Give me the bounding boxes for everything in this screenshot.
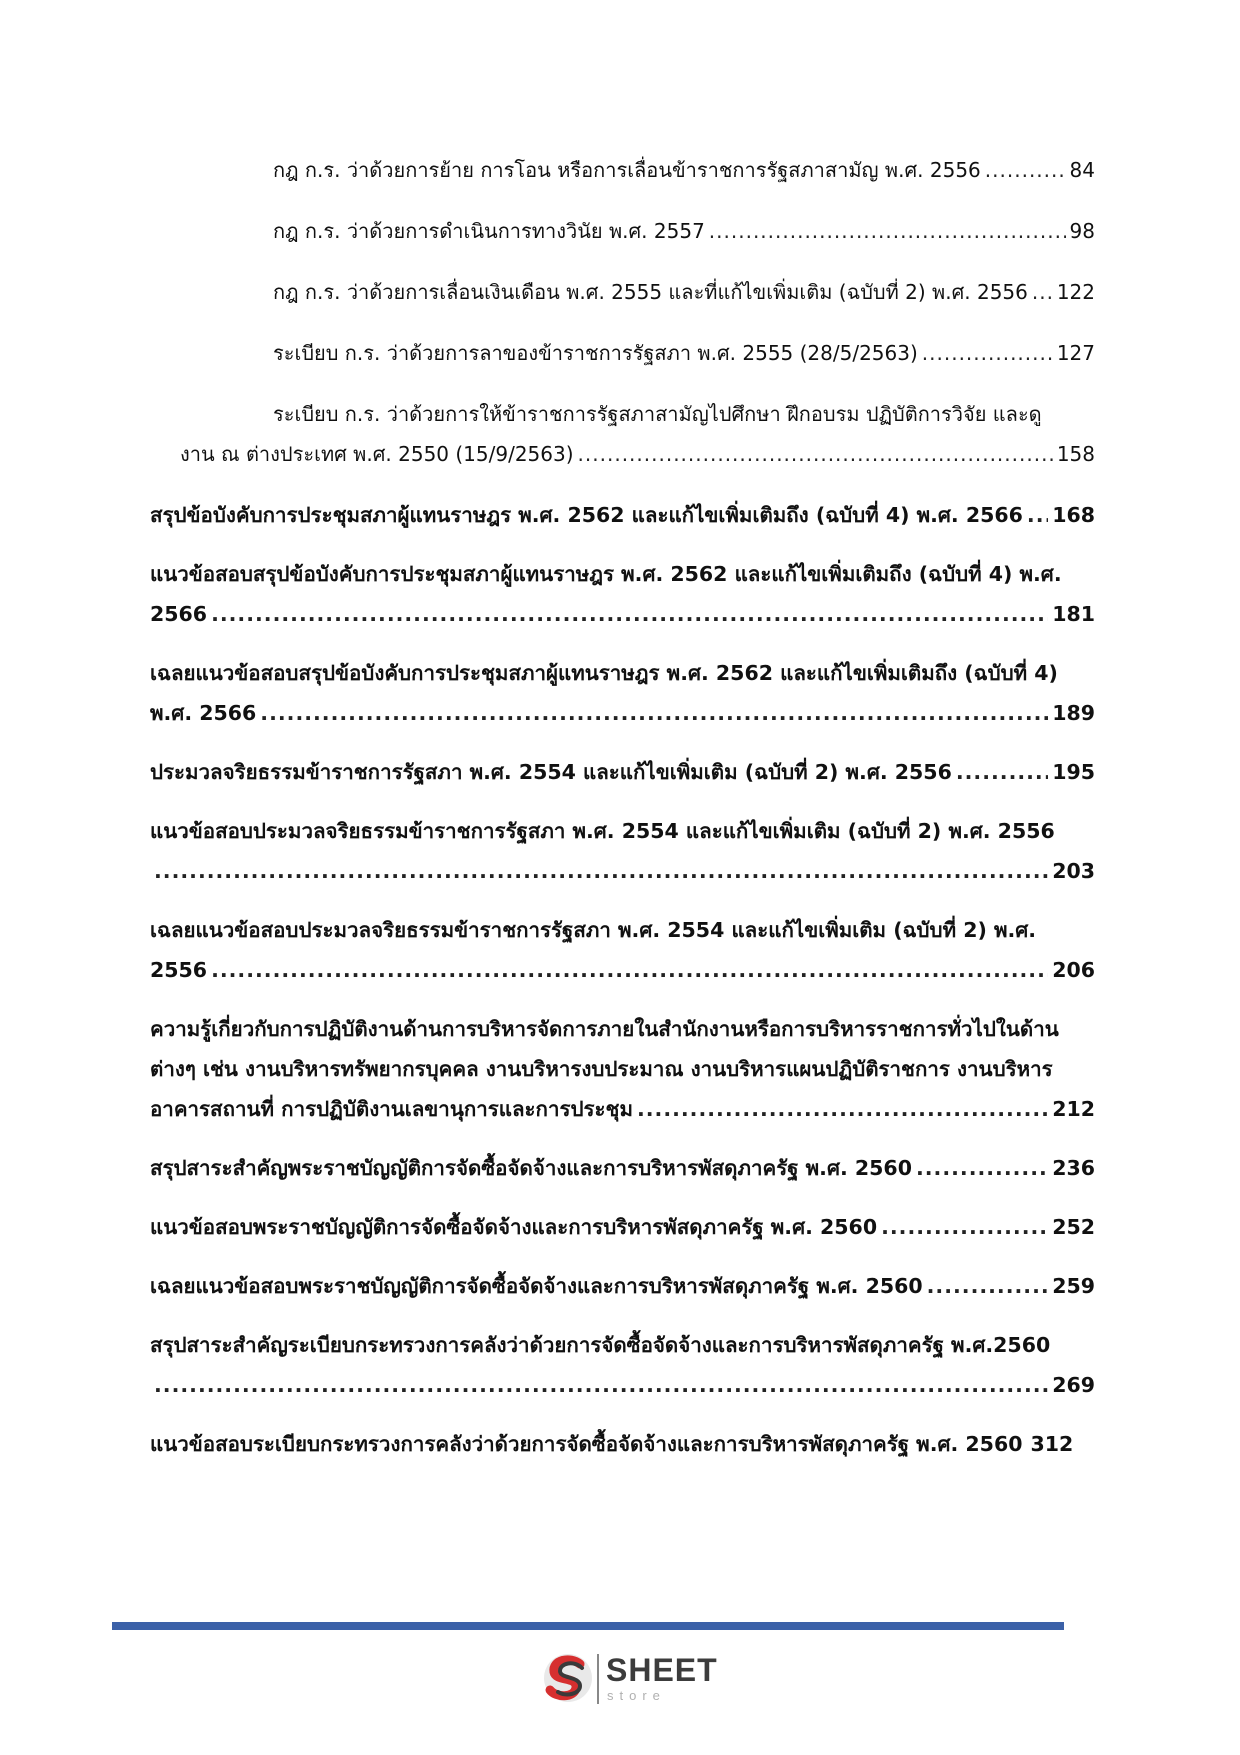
toc-entry[interactable] [150,554,1095,634]
dot-leader [211,950,1048,990]
toc-entry[interactable] [150,495,1095,535]
brand-sub: store [607,1688,666,1703]
dot-leader [1032,272,1053,312]
toc-entry[interactable] [150,752,1095,792]
dot-leader [637,1089,1048,1129]
toc-entry[interactable] [150,910,1095,990]
dot-leader [881,1207,1048,1247]
toc-entry-page: 98 [1069,219,1095,243]
dot-leader [922,333,1053,373]
toc-entry-title-line2: 2566 [150,602,208,626]
toc-entry-title-line2: งาน ณ ต่างประเทศ พ.ศ. 2550 (15/9/2563) [180,442,574,466]
toc-entry-title-line1: แนวข้อสอบประมวลจริยธรรมข้าราชการรัฐสภา พ.ศ. 2554 และแก้ไขเพิ่มเติม (ฉบับที่ 2) พ.ศ. 2556 [150,819,1055,843]
toc-entry-title: สรุปข้อบังคับการประชุมสภาผู้แทนราษฎร พ.ศ. 2562 และแก้ไขเพิ่มเติมถึง (ฉบับที่ 4) พ.ศ. 2566 [150,503,1023,527]
toc-entry-title: กฎ ก.ร. ว่าด้วยการย้าย การโอน หรือการเลื่อนข้าราชการรัฐสภาสามัญ พ.ศ. 2556 [273,158,981,182]
toc-entry-page: 181 [1052,602,1095,626]
toc-entry[interactable] [150,150,1095,190]
dot-leader [709,211,1066,251]
toc-entry[interactable] [150,1207,1095,1247]
toc-entry-title: ประมวลจริยธรรมข้าราชการรัฐสภา พ.ศ. 2554 และแก้ไขเพิ่มเติม (ฉบับที่ 2) พ.ศ. 2556 [150,760,952,784]
toc-entry-page: 212 [1052,1097,1095,1121]
toc-entry-title: สรุปสาระสำคัญพระราชบัญญัติการจัดซื้อจัดจ้างและการบริหารพัสดุภาครัฐ พ.ศ. 2560 [150,1156,912,1180]
toc-entry-page: 206 [1052,958,1095,982]
toc-entry[interactable] [150,1266,1095,1306]
toc-entry-title-line1: สรุปสาระสำคัญระเบียบกระทรวงการคลังว่าด้วยการจัดซื้อจัดจ้างและการบริหารพัสดุภาครัฐ พ.ศ.2560 [150,1333,1051,1357]
footer-rule [112,1622,1064,1630]
toc-entry[interactable] [150,333,1095,373]
dot-leader [985,150,1066,190]
toc-entry[interactable] [150,272,1095,312]
logo-divider [597,1654,599,1704]
toc-entry-title-line3: อาคารสถานที่ การปฏิบัติงานเลขานุการและการประชุม [150,1097,633,1121]
dot-leader [927,1266,1049,1306]
toc-entry-page: 252 [1052,1215,1095,1239]
toc-entry[interactable] [150,653,1095,733]
toc-entry-title-line1: เฉลยแนวข้อสอบประมวลจริยธรรมข้าราชการรัฐสภา พ.ศ. 2554 และแก้ไขเพิ่มเติม (ฉบับที่ 2) พ.ศ. [150,918,1037,942]
toc-entry-title-line2: ต่างๆ เช่น งานบริหารทรัพยากรบุคคล งานบริหารงบประมาณ งานบริหารแผนปฏิบัติราชการ งานบริหาร [150,1057,1053,1081]
toc-entry-title: กฎ ก.ร. ว่าด้วยการเลื่อนเงินเดือน พ.ศ. 2555 และที่แก้ไขเพิ่มเติม (ฉบับที่ 2) พ.ศ. 2556 [273,280,1028,304]
toc-entry-page: 189 [1052,701,1095,725]
toc-entry-page: 269 [1052,1373,1095,1397]
toc-entry[interactable] [150,811,1095,891]
toc-entry[interactable] [150,1325,1095,1405]
toc-entry-page: 259 [1052,1274,1095,1298]
dot-leader [916,1148,1048,1188]
dot-leader [211,594,1048,634]
dot-leader [154,1365,1048,1405]
toc-entry[interactable] [150,1148,1095,1188]
toc-entry-title: แนวข้อสอบระเบียบกระทรวงการคลังว่าด้วยการจัดซื้อจัดจ้างและการบริหารพัสดุภาครัฐ พ.ศ. 2560 [150,1432,1023,1456]
toc-entry-page: 127 [1056,341,1095,365]
toc-entry[interactable] [150,211,1095,251]
dot-leader [1027,495,1048,535]
toc-entry[interactable] [150,394,1095,474]
toc-entry-page: 203 [1052,859,1095,883]
toc-entry-page: 312 [1030,1432,1074,1456]
toc-entry-page: 158 [1056,442,1095,466]
dot-leader [578,434,1053,474]
toc-entry-title: แนวข้อสอบพระราชบัญญัติการจัดซื้อจัดจ้างและการบริหารพัสดุภาครัฐ พ.ศ. 2560 [150,1215,878,1239]
toc-entry-title: เฉลยแนวข้อสอบพระราชบัญญัติการจัดซื้อจัดจ้างและการบริหารพัสดุภาครัฐ พ.ศ. 2560 [150,1274,923,1298]
toc-entry-page: 84 [1069,158,1095,182]
toc-entry-title-line1: แนวข้อสอบสรุปข้อบังคับการประชุมสภาผู้แทนราษฎร พ.ศ. 2562 และแก้ไขเพิ่มเติมถึง (ฉบับที่ 4) พ.ศ. [150,562,1062,586]
toc-entry[interactable] [150,1009,1095,1129]
toc-entry-page: 122 [1056,280,1095,304]
toc-entry-page: 195 [1052,760,1095,784]
dot-leader [956,752,1048,792]
toc-entry[interactable] [150,1424,1095,1464]
toc-entry-title-line2: พ.ศ. 2566 [150,701,257,725]
toc-entry-title-line1: ระเบียบ ก.ร. ว่าด้วยการให้ข้าราชการรัฐสภาสามัญไปศึกษา ฝึกอบรม ปฏิบัติการวิจัย และดู [273,402,1042,426]
toc-entry-title-line1: ความรู้เกี่ยวกับการปฏิบัติงานด้านการบริหารจัดการภายในสำนักงานหรือการบริหารราชการทั่วไปในด้าน [150,1017,1059,1041]
toc-entry-page: 236 [1052,1156,1095,1180]
toc-entry-title: กฎ ก.ร. ว่าด้วยการดำเนินการทางวินัย พ.ศ. 2557 [273,219,705,243]
dot-leader [154,851,1048,891]
toc-entry-title: ระเบียบ ก.ร. ว่าด้วยการลาของข้าราชการรัฐสภา พ.ศ. 2555 (28/5/2563) [273,341,918,365]
table-of-contents [150,150,1095,1483]
toc-entry-title-line1: เฉลยแนวข้อสอบสรุปข้อบังคับการประชุมสภาผู้แทนราษฎร พ.ศ. 2562 และแก้ไขเพิ่มเติมถึง (ฉบับที่ 4) [150,661,1058,685]
toc-entry-title-line2: 2556 [150,958,208,982]
brand-name: SHEET [606,1652,718,1688]
dot-leader [260,693,1048,733]
toc-entry-page: 168 [1052,503,1095,527]
